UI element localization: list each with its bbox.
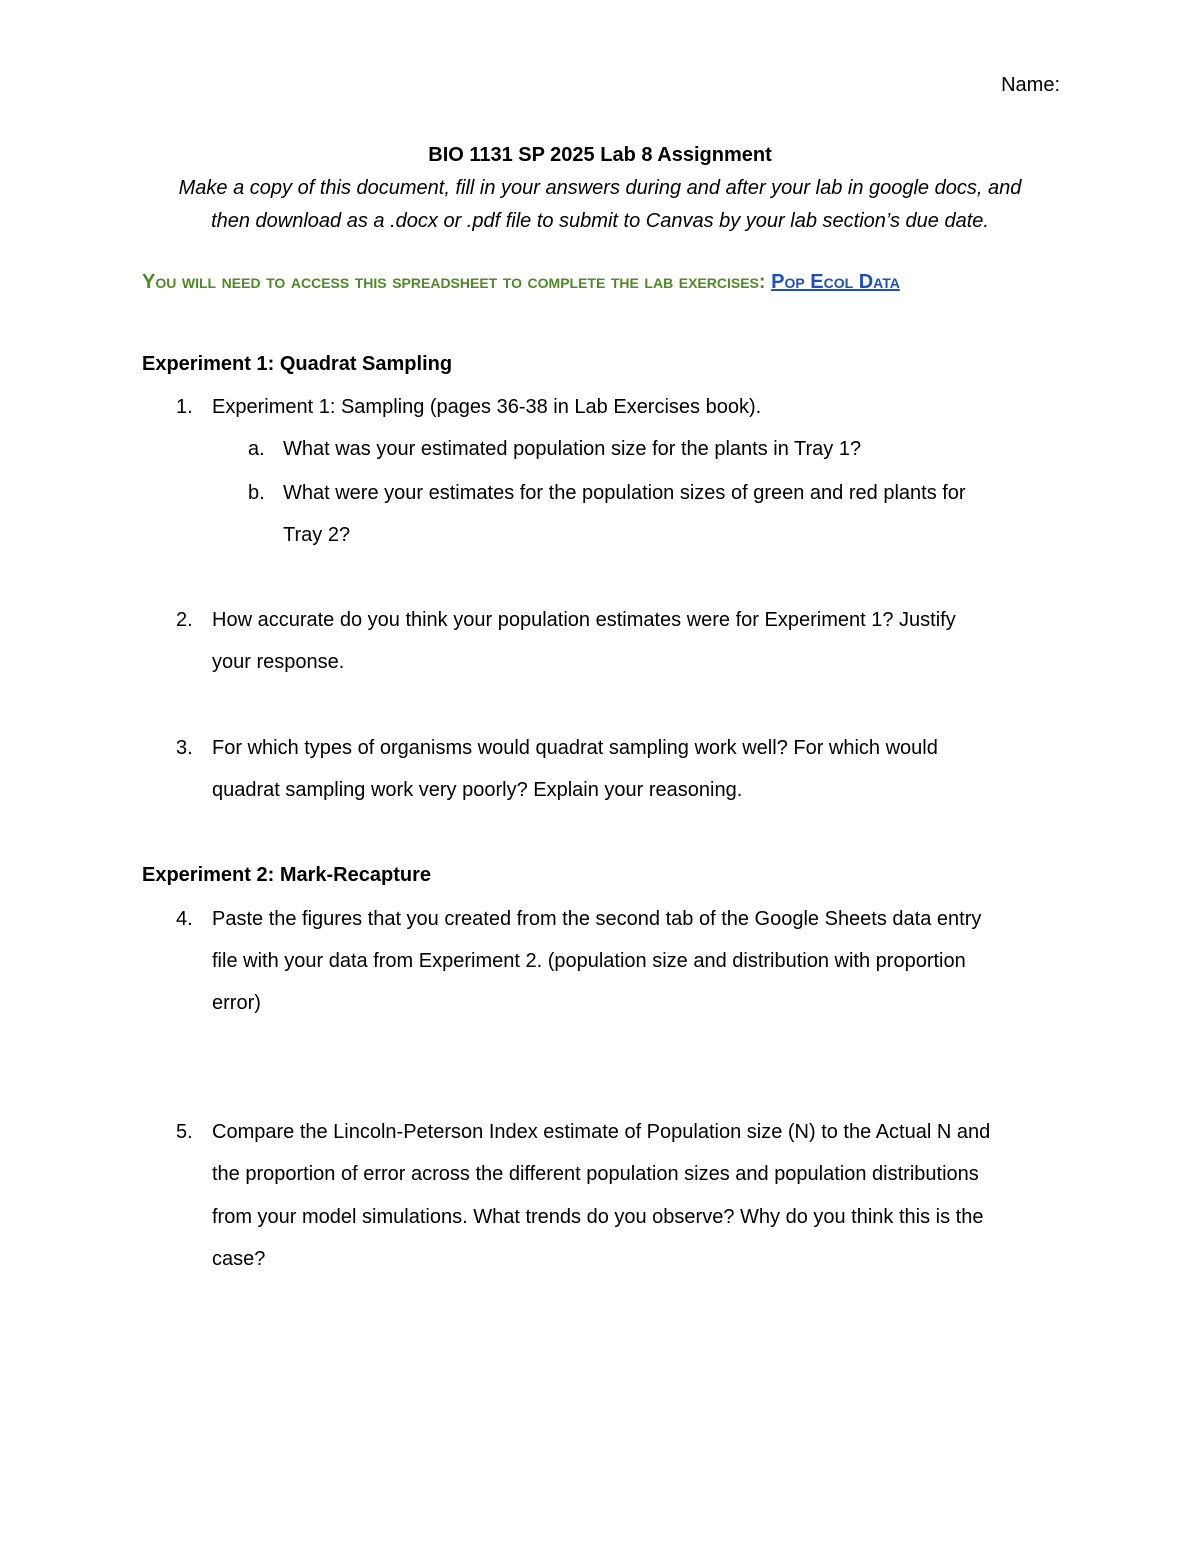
q4-line-3: error) xyxy=(212,992,261,1014)
q4-number: 4. xyxy=(176,908,193,930)
q2-number: 2. xyxy=(176,609,193,631)
q1b-text-line-2: Tray 2? xyxy=(283,524,351,546)
experiment-2-heading: Experiment 2: Mark-Recapture xyxy=(142,864,431,886)
page-title: BIO 1131 SP 2025 Lab 8 Assignment xyxy=(428,144,772,166)
q5-line-4: case? xyxy=(212,1248,266,1270)
q5-line-2: the proportion of error across the different population sizes and population distributions xyxy=(212,1163,979,1185)
q2-line-1: How accurate do you think your population estimates were for Experiment 1? Justify xyxy=(212,609,956,631)
q2-line-2: your response. xyxy=(212,651,345,673)
name-label: Name: xyxy=(1001,74,1060,96)
q5-number: 5. xyxy=(176,1121,193,1143)
q5-line-1: Compare the Lincoln-Peterson Index estimate of Population size (N) to the Actual N and xyxy=(212,1121,991,1143)
q4-line-2: file with your data from Experiment 2. (population size and distribution with proportion xyxy=(212,950,966,972)
q1-number: 1. xyxy=(176,396,193,418)
q1a-text: What was your estimated population size for the plants in Tray 1? xyxy=(283,438,862,460)
spreadsheet-access-note xyxy=(142,271,900,294)
q4-line-1: Paste the figures that you created from the second tab of the Google Sheets data entry xyxy=(212,908,982,930)
q3-line-2: quadrat sampling work very poorly? Explain your reasoning. xyxy=(212,779,743,801)
q1a-label: a. xyxy=(248,438,265,460)
q1b-text-line-1: What were your estimates for the population sizes of green and red plants for xyxy=(283,482,966,504)
instructions-line-2: then download as a .docx or .pdf file to submit to Canvas by your lab section’s due date. xyxy=(211,210,989,232)
q1-text: Experiment 1: Sampling (pages 36-38 in Lab Exercises book). xyxy=(212,396,762,418)
q3-line-1: For which types of organisms would quadrat sampling work well? For which would xyxy=(212,737,938,759)
access-text: You will need to access this spreadsheet to complete the lab exercises: xyxy=(142,271,766,293)
pop-ecol-data-link[interactable]: Pop Ecol Data xyxy=(771,271,900,293)
q1b-label: b. xyxy=(248,482,265,504)
experiment-1-heading: Experiment 1: Quadrat Sampling xyxy=(142,353,453,375)
q3-number: 3. xyxy=(176,737,193,759)
q5-line-3: from your model simulations. What trends do you observe? Why do you think this is the xyxy=(212,1206,984,1228)
instructions-line-1: Make a copy of this document, fill in your answers during and after your lab in google docs, and xyxy=(178,177,1022,199)
